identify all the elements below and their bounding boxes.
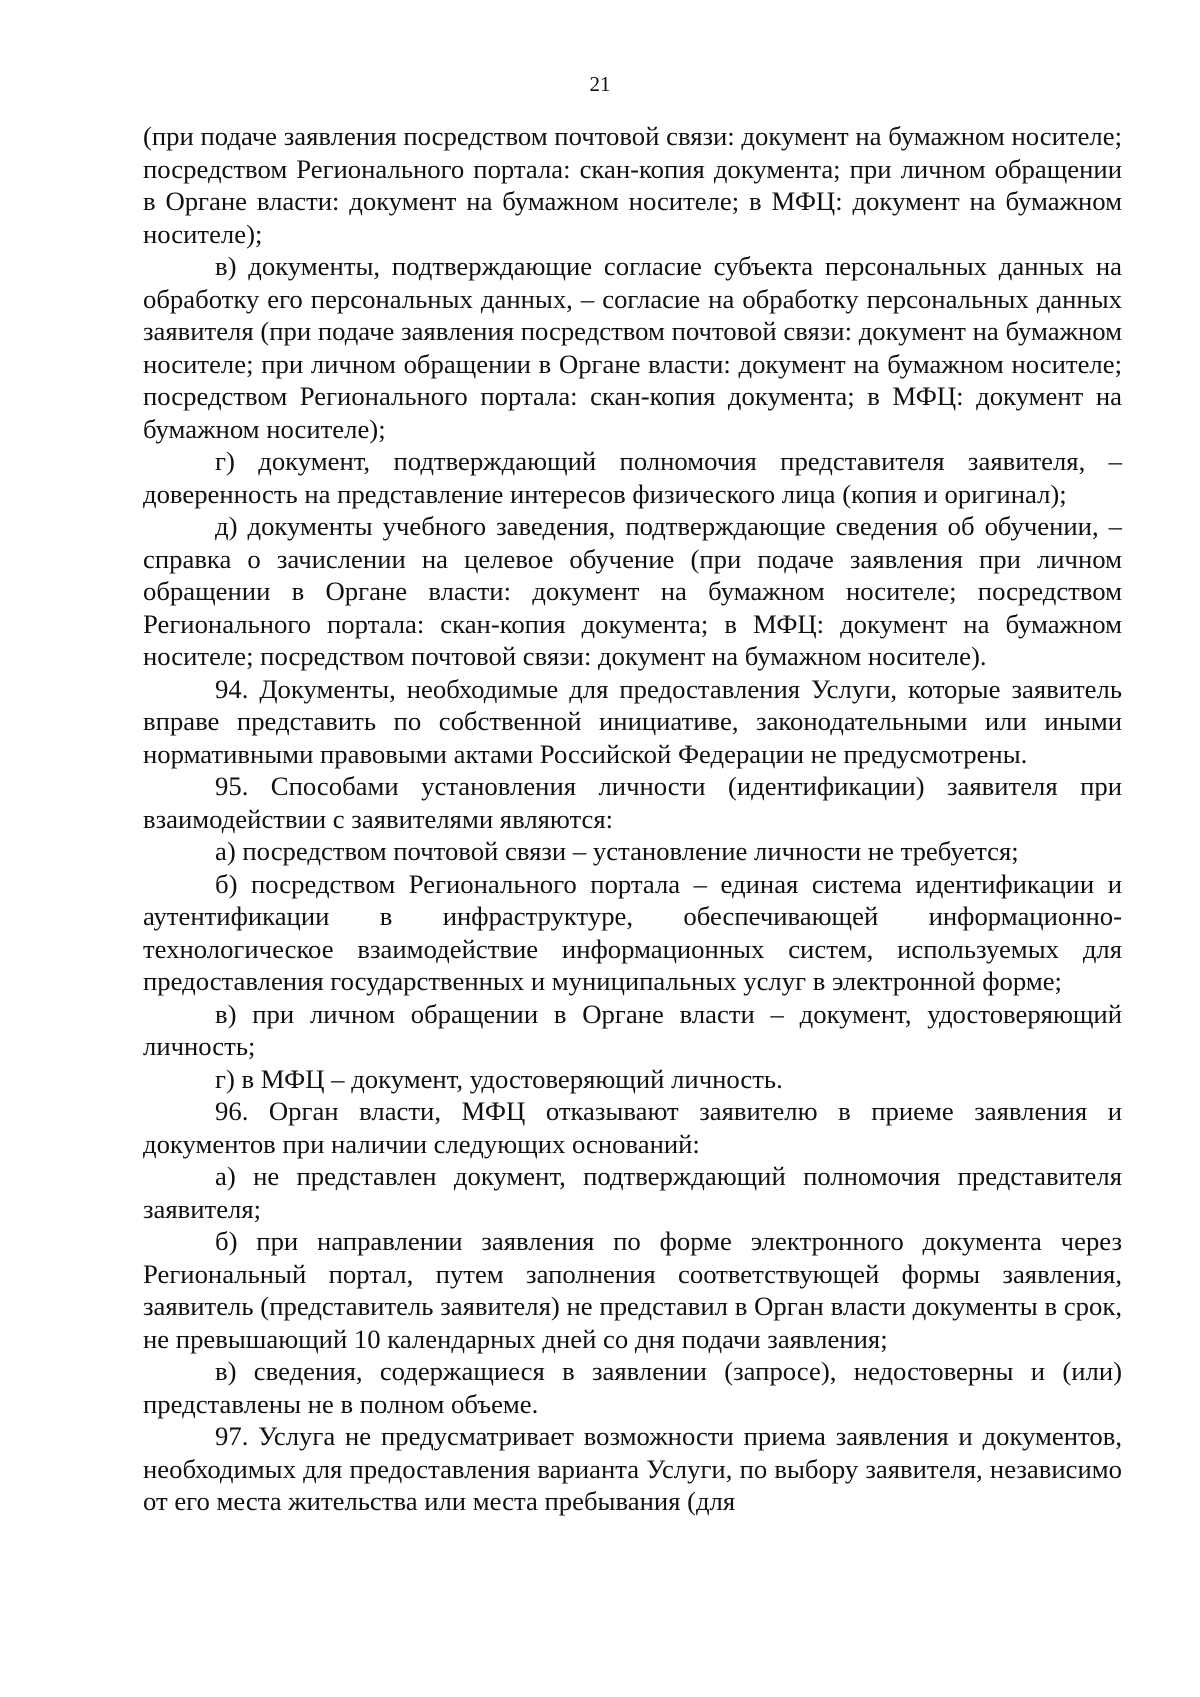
document-body	[143, 120, 1122, 1518]
paragraph-96: 96. Орган власти, МФЦ отказывают заявителю в приеме заявления и документов при наличии следующих оснований:	[143, 1096, 1122, 1159]
paragraph-item-g-power-of-attorney: г) документ, подтверждающий полномочия представителя заявителя, – доверенность на представление интересов физического лица (копия и оригинал);	[143, 446, 1122, 509]
paragraph-97: 97. Услуга не предусматривает возможности приема заявления и документов, необходимых для предоставления варианта Услуги, по выбору заявителя, независимо от его места жительства или места пребывания (для	[143, 1421, 1122, 1516]
paragraph-95-item-v: в) при личном обращении в Органе власти – документ, удостоверяющий личность;	[143, 998, 1122, 1061]
paragraph-95: 95. Способами установления личности (идентификации) заявителя при взаимодействии с заявителями являются:	[143, 771, 1122, 834]
paragraph-96-item-v: в) сведения, содержащиеся в заявлении (запросе), недостоверны и (или) представлены не в полном объеме.	[143, 1356, 1122, 1419]
paragraph-95-item-a: а) посредством почтовой связи – установление личности не требуется;	[215, 836, 1019, 866]
paragraph-item-d-education-docs: д) документы учебного заведения, подтверждающие сведения об обучении, – справка о зачислении на целевое обучение (при подаче заявления при личном обращении в Органе власти: документ на бумажном носителе; посредством Регионального портала: скан-копия документа; в МФЦ: документ на бумажном носителе; посредством почтовой связи: документ на бумажном носителе).	[143, 511, 1122, 671]
paragraph-95-item-b: б) посредством Регионального портала – единая система идентификации и аутентификации в инфраструктуре, обеспечивающей информационно-технологическое взаимодействие информационных систем, используемых для предоставления государственных и муниципальных услуг в электронной форме;	[143, 868, 1122, 996]
page-number: 21	[589, 72, 611, 96]
paragraph-96-item-b: б) при направлении заявления по форме электронного документа через Региональный портал, путем заполнения соответствующей формы заявления, заявитель (представитель заявителя) не представил в Орган власти документы в срок, не превышающий 10 календарных дней со дня подачи заявления;	[143, 1226, 1122, 1354]
paragraph-94: 94. Документы, необходимые для предоставления Услуги, которые заявитель вправе представить по собственной инициативе, законодательными или иными нормативными правовыми актами Российской Федерации не предусмотрены.	[143, 673, 1122, 769]
paragraph-continuation: (при подаче заявления посредством почтовой связи: документ на бумажном носителе; посредством Регионального портала: скан-копия документа; при личном обращении в Органе власти: документ на бумажном носителе; в МФЦ: документ на бумажном носителе);	[143, 121, 1122, 249]
paragraph-item-v-consent: в) документы, подтверждающие согласие субъекта персональных данных на обработку его персональных данных, – согласие на обработку персональных данных заявителя (при подаче заявления посредством почтовой связи: документ на бумажном носителе; при личном обращении в Органе власти: документ на бумажном носителе; посредством Регионального портала: скан-копия документа; в МФЦ: документ на бумажном носителе);	[143, 251, 1122, 444]
paragraph-95-item-g: г) в МФЦ – документ, удостоверяющий личность.	[215, 1063, 783, 1094]
paragraph-96-item-a: а) не представлен документ, подтверждающий полномочия представителя заявителя;	[143, 1161, 1122, 1224]
